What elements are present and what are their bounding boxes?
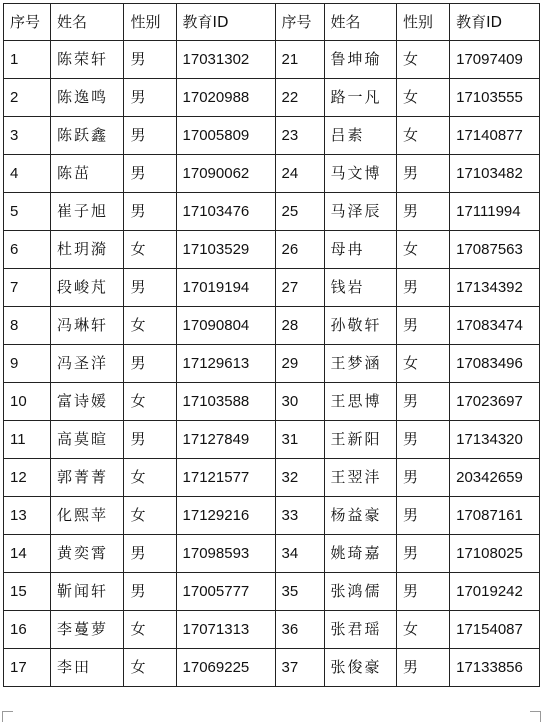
edu-id-right-cell: 17133856 (450, 649, 540, 687)
name-left-cell: 崔子旭 (50, 193, 124, 231)
serial-left-cell: 3 (4, 117, 51, 155)
gender-left-cell: 男 (124, 79, 176, 117)
serial-right-cell: 27 (275, 269, 324, 307)
table-row (4, 497, 540, 535)
edu-id-right-cell: 17134392 (450, 269, 540, 307)
name-left-cell: 化熙苹 (50, 497, 124, 535)
name-right-cell: 马泽辰 (324, 193, 396, 231)
name-left-cell: 杜玥漪 (50, 231, 124, 269)
gender-right-cell: 女 (397, 117, 450, 155)
student-roster-table (3, 3, 540, 687)
gender-left-cell: 男 (124, 345, 176, 383)
edu-id-left-cell: 17031302 (176, 41, 275, 79)
edu-id-left-cell: 17129216 (176, 497, 275, 535)
header-serial-left: 序号 (4, 4, 51, 41)
gender-left-cell: 女 (124, 649, 176, 687)
edu-id-right-cell: 17134320 (450, 421, 540, 459)
table-row (4, 307, 540, 345)
header-name-right: 姓名 (324, 4, 396, 41)
edu-id-right-cell: 17140877 (450, 117, 540, 155)
table-header (4, 4, 540, 41)
name-right-cell: 孙敬轩 (324, 307, 396, 345)
name-left-cell: 陈逸鸣 (50, 79, 124, 117)
name-left-cell: 高莫暄 (50, 421, 124, 459)
gender-left-cell: 女 (124, 611, 176, 649)
gender-left-cell: 女 (124, 383, 176, 421)
serial-left-cell: 10 (4, 383, 51, 421)
name-right-cell: 王梦涵 (324, 345, 396, 383)
header-edu-id-right: 教育ID (450, 4, 540, 41)
gender-left-cell: 男 (124, 155, 176, 193)
table-row (4, 611, 540, 649)
edu-id-right-cell: 17108025 (450, 535, 540, 573)
table-row (4, 383, 540, 421)
gender-right-cell: 男 (397, 535, 450, 573)
table-row (4, 231, 540, 269)
edu-id-right-cell: 17083496 (450, 345, 540, 383)
gender-right-cell: 男 (397, 269, 450, 307)
gender-right-cell: 男 (397, 497, 450, 535)
name-left-cell: 冯琳轩 (50, 307, 124, 345)
serial-left-cell: 15 (4, 573, 51, 611)
header-serial-right: 序号 (275, 4, 324, 41)
gender-left-cell: 男 (124, 269, 176, 307)
edu-id-left-cell: 17129613 (176, 345, 275, 383)
serial-right-cell: 32 (275, 459, 324, 497)
serial-right-cell: 30 (275, 383, 324, 421)
gender-left-cell: 男 (124, 41, 176, 79)
edu-id-left-cell: 17127849 (176, 421, 275, 459)
edu-id-right-cell: 20342659 (450, 459, 540, 497)
edu-id-right-cell: 17097409 (450, 41, 540, 79)
serial-left-cell: 12 (4, 459, 51, 497)
table-row (4, 79, 540, 117)
serial-left-cell: 13 (4, 497, 51, 535)
header-gender-left: 性别 (124, 4, 176, 41)
gender-right-cell: 女 (397, 79, 450, 117)
page-corner-mark-left (2, 711, 13, 722)
gender-right-cell: 男 (397, 459, 450, 497)
serial-right-cell: 24 (275, 155, 324, 193)
name-right-cell: 母冉 (324, 231, 396, 269)
edu-id-right-cell: 17083474 (450, 307, 540, 345)
serial-right-cell: 23 (275, 117, 324, 155)
gender-right-cell: 女 (397, 41, 450, 79)
table-row (4, 269, 540, 307)
gender-right-cell: 男 (397, 573, 450, 611)
edu-id-left-cell: 17019194 (176, 269, 275, 307)
edu-id-left-cell: 17005809 (176, 117, 275, 155)
page-corner-mark-right (530, 711, 541, 722)
edu-id-left-cell: 17103588 (176, 383, 275, 421)
table-row (4, 155, 540, 193)
gender-right-cell: 女 (397, 611, 450, 649)
serial-right-cell: 28 (275, 307, 324, 345)
table-row (4, 649, 540, 687)
gender-right-cell: 男 (397, 383, 450, 421)
table-row (4, 573, 540, 611)
serial-left-cell: 1 (4, 41, 51, 79)
edu-id-right-cell: 17087563 (450, 231, 540, 269)
serial-left-cell: 11 (4, 421, 51, 459)
name-left-cell: 冯圣洋 (50, 345, 124, 383)
serial-left-cell: 16 (4, 611, 51, 649)
gender-left-cell: 女 (124, 497, 176, 535)
table-body (4, 41, 540, 687)
serial-right-cell: 22 (275, 79, 324, 117)
serial-right-cell: 35 (275, 573, 324, 611)
edu-id-left-cell: 17071313 (176, 611, 275, 649)
table-row (4, 117, 540, 155)
serial-left-cell: 5 (4, 193, 51, 231)
gender-left-cell: 女 (124, 459, 176, 497)
gender-right-cell: 女 (397, 345, 450, 383)
serial-left-cell: 17 (4, 649, 51, 687)
name-left-cell: 黄奕霄 (50, 535, 124, 573)
edu-id-left-cell: 17121577 (176, 459, 275, 497)
serial-right-cell: 33 (275, 497, 324, 535)
header-gender-right: 性别 (397, 4, 450, 41)
name-right-cell: 王新阳 (324, 421, 396, 459)
name-right-cell: 马文博 (324, 155, 396, 193)
name-right-cell: 张君瑶 (324, 611, 396, 649)
name-right-cell: 路一凡 (324, 79, 396, 117)
name-right-cell: 张俊豪 (324, 649, 396, 687)
serial-right-cell: 36 (275, 611, 324, 649)
gender-right-cell: 男 (397, 307, 450, 345)
header-row (4, 4, 540, 41)
edu-id-left-cell: 17020988 (176, 79, 275, 117)
edu-id-right-cell: 17019242 (450, 573, 540, 611)
header-edu-id-left: 教育ID (176, 4, 275, 41)
name-right-cell: 吕素 (324, 117, 396, 155)
gender-left-cell: 男 (124, 421, 176, 459)
table-row (4, 459, 540, 497)
edu-id-right-cell: 17023697 (450, 383, 540, 421)
edu-id-left-cell: 17103476 (176, 193, 275, 231)
serial-left-cell: 9 (4, 345, 51, 383)
edu-id-left-cell: 17090062 (176, 155, 275, 193)
name-right-cell: 杨益豪 (324, 497, 396, 535)
edu-id-right-cell: 17103482 (450, 155, 540, 193)
edu-id-left-cell: 17098593 (176, 535, 275, 573)
gender-left-cell: 女 (124, 231, 176, 269)
edu-id-left-cell: 17069225 (176, 649, 275, 687)
gender-left-cell: 男 (124, 535, 176, 573)
gender-right-cell: 男 (397, 155, 450, 193)
name-left-cell: 段峻芃 (50, 269, 124, 307)
serial-right-cell: 31 (275, 421, 324, 459)
name-right-cell: 王思博 (324, 383, 396, 421)
serial-right-cell: 21 (275, 41, 324, 79)
name-left-cell: 靳闻轩 (50, 573, 124, 611)
table-row (4, 421, 540, 459)
edu-id-right-cell: 17103555 (450, 79, 540, 117)
edu-id-right-cell: 17087161 (450, 497, 540, 535)
gender-left-cell: 女 (124, 307, 176, 345)
name-right-cell: 鲁坤瑜 (324, 41, 396, 79)
table-row (4, 535, 540, 573)
serial-right-cell: 34 (275, 535, 324, 573)
table-row (4, 345, 540, 383)
name-right-cell: 张鸿儒 (324, 573, 396, 611)
serial-left-cell: 14 (4, 535, 51, 573)
name-right-cell: 姚琦嘉 (324, 535, 396, 573)
serial-right-cell: 25 (275, 193, 324, 231)
serial-right-cell: 37 (275, 649, 324, 687)
gender-left-cell: 男 (124, 117, 176, 155)
edu-id-left-cell: 17005777 (176, 573, 275, 611)
gender-right-cell: 男 (397, 421, 450, 459)
name-left-cell: 陈跃鑫 (50, 117, 124, 155)
name-left-cell: 李田 (50, 649, 124, 687)
name-left-cell: 李蔓萝 (50, 611, 124, 649)
serial-left-cell: 6 (4, 231, 51, 269)
edu-id-left-cell: 17103529 (176, 231, 275, 269)
serial-left-cell: 2 (4, 79, 51, 117)
table-row (4, 41, 540, 79)
name-left-cell: 陈荣轩 (50, 41, 124, 79)
name-right-cell: 钱岩 (324, 269, 396, 307)
header-name-left: 姓名 (50, 4, 124, 41)
edu-id-right-cell: 17154087 (450, 611, 540, 649)
name-left-cell: 陈茁 (50, 155, 124, 193)
serial-right-cell: 26 (275, 231, 324, 269)
gender-left-cell: 男 (124, 193, 176, 231)
serial-right-cell: 29 (275, 345, 324, 383)
name-right-cell: 王翌沣 (324, 459, 396, 497)
gender-right-cell: 男 (397, 193, 450, 231)
serial-left-cell: 7 (4, 269, 51, 307)
serial-left-cell: 8 (4, 307, 51, 345)
gender-left-cell: 男 (124, 573, 176, 611)
name-left-cell: 郭菁菁 (50, 459, 124, 497)
edu-id-right-cell: 17111994 (450, 193, 540, 231)
name-left-cell: 富诗媛 (50, 383, 124, 421)
table-row (4, 193, 540, 231)
edu-id-left-cell: 17090804 (176, 307, 275, 345)
gender-right-cell: 男 (397, 649, 450, 687)
serial-left-cell: 4 (4, 155, 51, 193)
gender-right-cell: 女 (397, 231, 450, 269)
